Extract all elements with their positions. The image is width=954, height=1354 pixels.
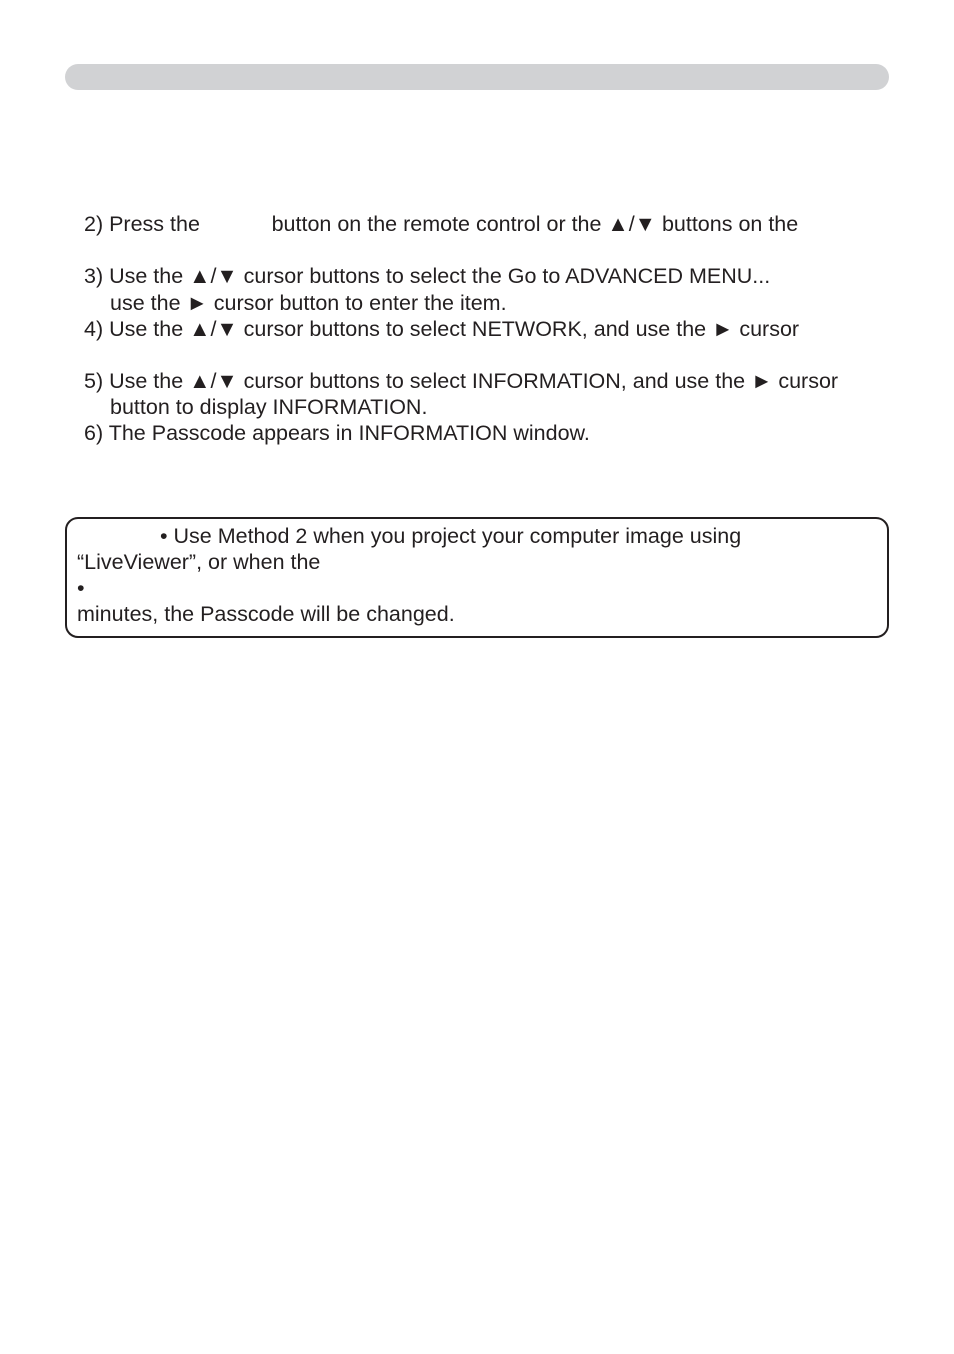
- step-6: 6) The Passcode appears in INFORMATION window.: [84, 421, 590, 445]
- note-box: [65, 517, 889, 638]
- step-3-continuation: use the ► cursor button to enter the item.: [110, 291, 507, 315]
- note-line-2: “LiveViewer”, or when the: [77, 550, 321, 574]
- note-line-3: •: [77, 576, 85, 600]
- note-line-1: • Use Method 2 when you project your computer image using: [160, 524, 742, 548]
- step-3: 3) Use the ▲/▼ cursor buttons to select the Go to ADVANCED MENU...: [84, 264, 771, 288]
- step-4: 4) Use the ▲/▼ cursor buttons to select NETWORK, and use the ► cursor: [84, 317, 800, 341]
- header-bar: [65, 64, 889, 90]
- step-5-continuation: button to display INFORMATION.: [110, 395, 428, 419]
- step-2: 2) Press the button on the remote control or the ▲/▼ buttons on the: [84, 212, 799, 236]
- note-line-4: minutes, the Passcode will be changed.: [77, 602, 455, 626]
- step-5: 5) Use the ▲/▼ cursor buttons to select INFORMATION, and use the ► cursor: [84, 369, 839, 393]
